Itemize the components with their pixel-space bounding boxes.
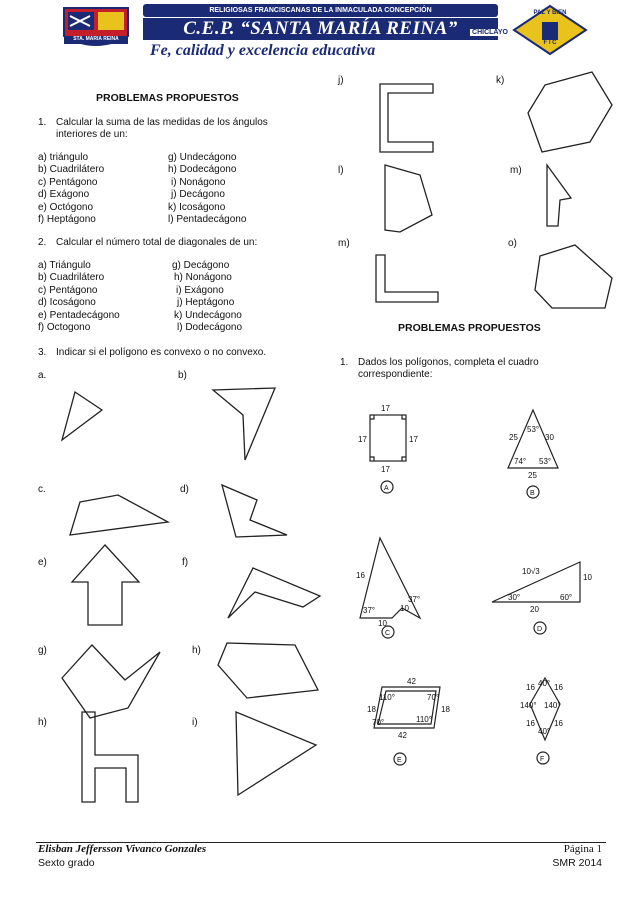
- fig-a-top: 17: [381, 404, 390, 413]
- list-item: c) Pentágono: [38, 284, 98, 296]
- footer-page-number: Página 1: [563, 843, 602, 855]
- list-item: i) Nonágono: [171, 176, 226, 188]
- q3-number: 3.: [38, 347, 47, 358]
- fig-d-angle-left: 30°: [508, 593, 521, 602]
- fig-e-bottom: 42: [398, 731, 407, 740]
- fig-f-side-2: 16: [554, 683, 563, 692]
- right-q1-text-2: correspondiente:: [358, 369, 433, 380]
- figure-a-square: [370, 415, 406, 461]
- fig-b-angle-top: 53°: [527, 425, 540, 434]
- list-item: j) Decágono: [171, 189, 225, 201]
- figure-label-c: c.: [38, 484, 46, 495]
- list-item: g) Undecágono: [168, 152, 237, 163]
- page-header: [0, 0, 638, 62]
- figure-label-e: e): [38, 557, 47, 568]
- polygon-i: [236, 712, 316, 795]
- fig-c-letter: C: [385, 630, 391, 637]
- polygon-l: [385, 165, 432, 232]
- polygon-c: [70, 495, 168, 535]
- fig-a-right: 17: [409, 435, 418, 444]
- list-item: k) Undecágono: [174, 309, 242, 321]
- list-item: l) Dodecágono: [177, 322, 243, 334]
- figure-label-m: m): [510, 165, 522, 176]
- list-item: k) Icoságono: [168, 201, 226, 213]
- polygon-k: [528, 72, 612, 152]
- list-item: h) Dodecágono: [168, 164, 237, 176]
- school-motto: Fe, calidad y excelencia educativa: [150, 42, 376, 59]
- polygon-h: [218, 643, 318, 698]
- figure-label-i: i): [192, 717, 198, 728]
- figure-label-f: f): [182, 557, 189, 568]
- logo-text: PAZ Y BIEN: [533, 10, 567, 16]
- figure-label-m2: m): [338, 238, 350, 249]
- list-item: g) Decágono: [172, 260, 230, 271]
- q1-text-2: interiores de un:: [56, 129, 128, 140]
- polygon-o: [535, 245, 612, 308]
- fig-d-hyp: 10√3: [522, 567, 540, 576]
- footer-school-year: SMR 2014: [552, 857, 602, 869]
- fig-b-angle-right: 53°: [539, 457, 552, 466]
- fig-e-right: 18: [441, 705, 450, 714]
- list-item: e) Octógono: [38, 201, 94, 213]
- fig-d-bottom: 20: [530, 605, 539, 614]
- geometry-figures: [330, 380, 620, 780]
- congregation-name: RELIGIOSAS FRANCISCANAS DE LA INMACULADA CONCEPCIÓN: [209, 7, 432, 14]
- q2-text: Calcular el número total de diagonales de un:: [56, 237, 258, 248]
- logo-letters: F I C: [543, 40, 557, 46]
- fig-c-bottom-left: 10: [378, 619, 387, 628]
- list-item: a) Triángulo: [38, 260, 91, 271]
- left-section-title: PROBLEMAS PROPUESTOS: [96, 92, 239, 104]
- polygon-d: [222, 485, 287, 537]
- fig-c-angle-right: 37°: [408, 595, 421, 604]
- fig-f-angle-right: 140°: [544, 701, 561, 710]
- fig-c-angle-left: 37°: [363, 606, 376, 615]
- figure-label-h2: h): [38, 717, 47, 728]
- list-item: d) Exágono: [38, 189, 90, 201]
- figure-label-g: g): [38, 645, 47, 656]
- fig-a-left: 17: [358, 435, 367, 444]
- fig-f-angle-left: 140°: [520, 701, 537, 710]
- list-item: f) Heptágono: [38, 214, 96, 226]
- fig-e-angle-1: 110°: [379, 693, 395, 702]
- footer-grade: Sexto grado: [38, 857, 95, 869]
- list-item: f) Octogono: [38, 322, 91, 334]
- list-item: b) Cuadrilátero: [38, 164, 105, 176]
- fig-f-angle-top: 40°: [538, 679, 551, 688]
- city-name: CHICLAYO: [470, 29, 510, 36]
- q2-number: 2.: [38, 237, 47, 248]
- q1-list-col2: [168, 152, 246, 226]
- footer-author: Elisban Jeffersson Vivanco Gonzales: [38, 843, 207, 855]
- fig-b-bottom: 25: [528, 471, 537, 480]
- fig-b-left: 25: [509, 433, 518, 442]
- q3-text: Indicar si el polígono es convexo o no convexo.: [56, 347, 267, 358]
- polygon-m: [547, 165, 571, 226]
- polygon-e: [72, 545, 139, 625]
- polygon-m2: [376, 255, 438, 302]
- list-item: i) Exágono: [176, 284, 224, 296]
- fig-f-side-3: 16: [526, 719, 535, 728]
- right-q1-text: Dados los polígonos, completa el cuadro: [358, 357, 539, 368]
- fig-d-right: 10: [583, 573, 592, 582]
- list-item: d) Icoságono: [38, 297, 96, 309]
- fig-d-angle-right: 60°: [560, 593, 573, 602]
- fig-e-angle-3: 70°: [372, 718, 385, 727]
- list-item: c) Pentágono: [38, 176, 98, 188]
- fig-f-letter: F: [540, 756, 545, 763]
- polygon-f: [228, 568, 320, 618]
- fig-e-letter: E: [397, 757, 402, 764]
- school-crest-logo: [60, 6, 132, 52]
- crest-text: STA. MARIA REINA: [73, 36, 119, 42]
- polygon-j: [380, 84, 433, 152]
- fig-e-angle-4: 110°: [416, 715, 432, 724]
- fig-d-letter: D: [537, 626, 543, 633]
- figure-label-a: a.: [38, 370, 47, 381]
- q1-list-col1: [38, 152, 104, 226]
- polygon-b: [213, 388, 275, 460]
- figure-label-k: k): [496, 75, 505, 86]
- fig-f-side-1: 16: [526, 683, 535, 692]
- list-item: a) triángulo: [38, 152, 89, 163]
- polygon-h2: [82, 712, 138, 802]
- figure-label-o: o): [508, 238, 517, 249]
- list-item: e) Pentadecágono: [38, 309, 120, 321]
- figure-label-d: d): [180, 484, 189, 495]
- fig-b-right: 30: [545, 433, 554, 442]
- fig-b-angle-left: 74°: [514, 457, 527, 466]
- right-section-title: PROBLEMAS PROPUESTOS: [398, 322, 541, 334]
- polygon-g: [62, 645, 160, 718]
- fig-f-side-4: 16: [554, 719, 563, 728]
- fig-b-letter: B: [530, 490, 535, 497]
- list-item: h) Nonágono: [174, 272, 232, 284]
- figure-label-h: h): [192, 645, 201, 656]
- list-item: l) Pentadecágono: [168, 214, 247, 226]
- figure-label-b: b): [178, 370, 187, 381]
- polygon-a: [62, 392, 102, 440]
- q1-text: Calcular la suma de las medidas de los ángulos: [56, 117, 268, 128]
- figure-label-j: j): [338, 75, 344, 86]
- q2-list-col2: [172, 260, 242, 334]
- fig-c-left: 16: [356, 571, 365, 580]
- list-item: b) Cuadrilátero: [38, 272, 105, 284]
- figure-label-l: l): [338, 165, 344, 176]
- fig-f-angle-bottom: 40°: [538, 727, 551, 736]
- q1-number: 1.: [38, 117, 47, 128]
- fig-e-angle-2: 70°: [427, 693, 440, 702]
- fig-e-top: 42: [407, 677, 416, 686]
- school-name: C.E.P. “SANTA MARÍA REINA”: [143, 18, 498, 40]
- fig-a-bottom: 17: [381, 465, 390, 474]
- fig-c-bottom-right: 10: [400, 604, 409, 613]
- fig-a-letter: A: [384, 485, 389, 492]
- q2-list-col1: [38, 260, 120, 334]
- fig-e-left: 18: [367, 705, 376, 714]
- list-item: j) Heptágono: [177, 297, 235, 309]
- right-q1-number: 1.: [340, 357, 349, 368]
